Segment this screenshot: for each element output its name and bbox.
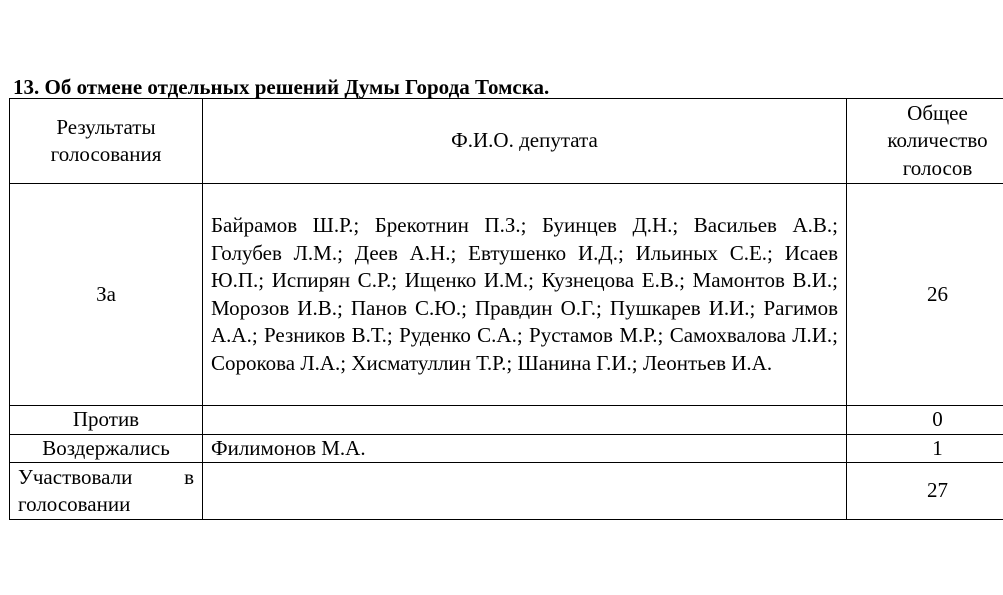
table-row	[10, 434, 1003, 463]
result-cell: Воздержались	[10, 434, 203, 463]
header-names	[203, 99, 847, 184]
header-total-label: Общее количество голосов	[887, 100, 988, 180]
names-cell	[203, 406, 847, 435]
table-header-row	[10, 99, 1003, 184]
names-cell: Филимонов М.А.	[203, 434, 847, 463]
table-row	[10, 406, 1003, 435]
total-cell: 26	[847, 184, 1003, 406]
total-cell: 27	[847, 463, 1003, 520]
names-cell	[203, 463, 847, 520]
total-cell: 0	[847, 406, 1003, 435]
names-cell: Байрамов Ш.Р.; Брекотнин П.З.; Буинцев Д.Н.; Васильев А.В.; Голубев Л.М.; Деев А.Н.; Евтушенко И.Д.; Ильиных С.Е.; Исаев Ю.П.; Испирян С.Р.; Ищенко И.М.; Кузнецова Е.В.; Мамонтов В.И.; Морозов И.В.; Панов С.Ю.; Правдин О.Г.; Пушкарев И.И.; Рагимов А.А.; Резников В.Т.; Руденко С.А.; Рустамов М.Р.; Самохвалова Л.И.; Сорокова Л.А.; Хисматуллин Т.Р.; Шанина Г.И.; Леонтьев И.А.	[203, 184, 847, 406]
table-row	[10, 463, 1003, 520]
header-result	[10, 99, 203, 184]
header-result-label: Результаты голосования	[50, 114, 162, 166]
result-cell: За	[10, 184, 203, 406]
result-cell: Против	[10, 406, 203, 435]
voting-results-table	[9, 98, 1003, 520]
table-row	[10, 184, 1003, 406]
header-names-label: Ф.И.О. депутата	[451, 128, 598, 153]
result-cell: Участвовали в голосовании	[10, 463, 203, 520]
header-total	[847, 99, 1003, 184]
total-cell: 1	[847, 434, 1003, 463]
document-title: 13. Об отмене отдельных решений Думы Города Томска.	[13, 75, 550, 99]
